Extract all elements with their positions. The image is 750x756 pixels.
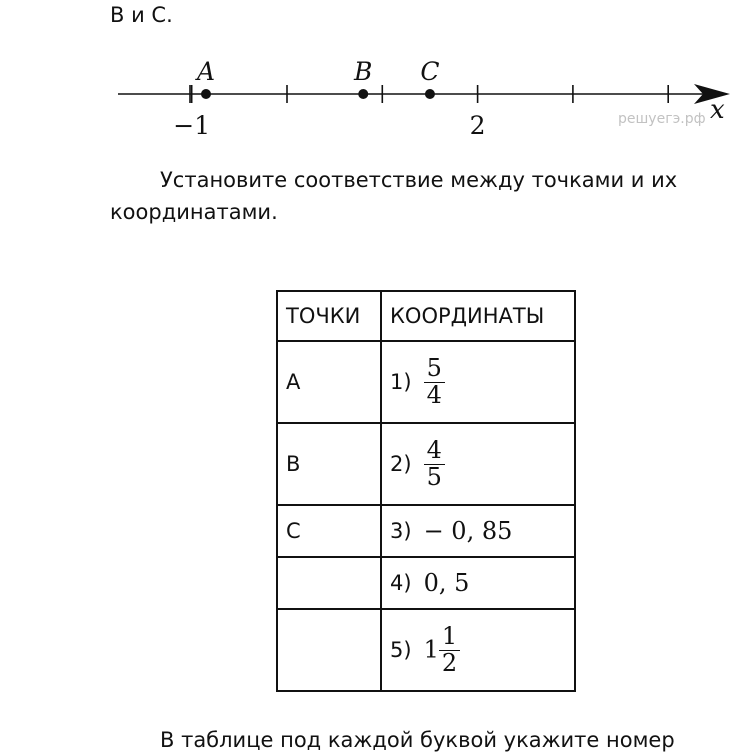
option-cell (381, 505, 575, 557)
point-cell: A (277, 341, 381, 423)
denominator: 2 (441, 648, 458, 677)
point-cell: C (277, 505, 381, 557)
instruction-text (110, 164, 750, 228)
table-row (277, 557, 575, 609)
denominator: 5 (426, 462, 442, 491)
axis-label: x (710, 95, 725, 125)
tick-label: 2 (469, 111, 486, 140)
point-cell (277, 557, 381, 609)
table-row (277, 423, 575, 505)
option-cell (381, 423, 575, 505)
option-value: − 0, 85 (423, 517, 513, 545)
option-value (424, 356, 445, 407)
table-row (277, 341, 575, 423)
numerator: 4 (426, 436, 442, 465)
point-label: B (354, 57, 373, 86)
option-number: 2) (390, 452, 412, 476)
numerator: 5 (426, 354, 442, 383)
table-row (277, 505, 575, 557)
option-cell (381, 609, 575, 691)
numerator: 1 (441, 622, 458, 651)
watermark: решуегэ.рф (618, 111, 706, 127)
point-cell (277, 609, 381, 691)
tick-label: −1 (173, 111, 211, 140)
number-line (0, 52, 750, 147)
option-cell (381, 557, 575, 609)
point-b (358, 89, 368, 99)
option-value: 0, 5 (423, 569, 470, 597)
point-label: C (420, 57, 440, 86)
denominator: 4 (426, 380, 442, 409)
header-coordinates: КООРДИНАТЫ (381, 291, 575, 341)
point-a (201, 89, 211, 99)
option-cell (381, 341, 575, 423)
footer-content: В таблице под каждой буквой укажите номер (160, 728, 675, 752)
option-number: 5) (390, 638, 412, 662)
option-number: 1) (390, 370, 412, 394)
point-label: A (196, 57, 216, 86)
intro-tail-text: В и С. (110, 3, 173, 27)
footer-text (110, 724, 750, 756)
option-number: 3) (390, 519, 412, 543)
fraction (424, 356, 445, 407)
matching-table (276, 290, 576, 692)
option-value (424, 624, 461, 675)
fraction (424, 438, 445, 489)
instruction-content: Установите соответствие между точками и их координатами. (110, 168, 678, 224)
point-c (425, 89, 435, 99)
point-cell: B (277, 423, 381, 505)
table-header-row (277, 291, 575, 341)
fraction (439, 624, 460, 675)
mixed-whole: 1 (423, 636, 439, 664)
option-number: 4) (390, 571, 412, 595)
table-row (277, 609, 575, 691)
header-points: ТОЧКИ (277, 291, 381, 341)
option-value (424, 438, 445, 489)
